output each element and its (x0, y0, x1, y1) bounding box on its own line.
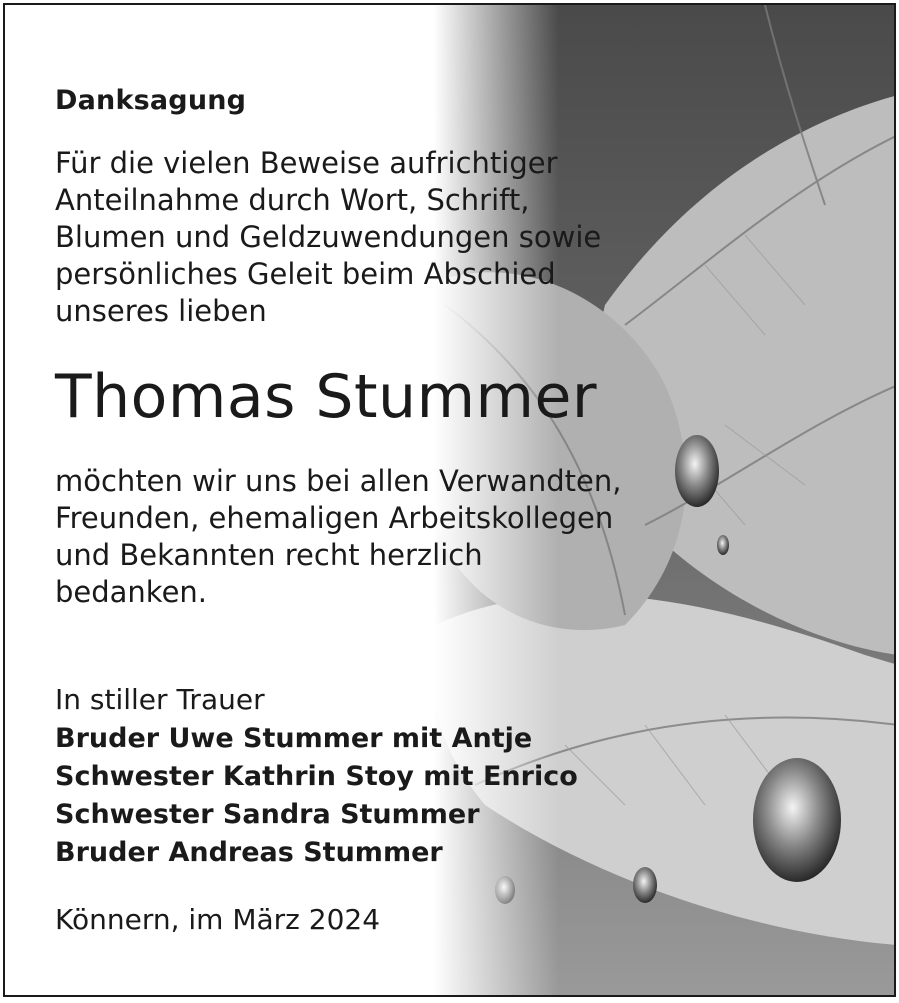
intro-line: Anteilnahme durch Wort, Schrift, (55, 183, 530, 217)
mourner-entry: Bruder Uwe Stummer mit Antje (55, 723, 533, 754)
mourning-label: In stiller Trauer (55, 683, 265, 716)
mourner-entry: Bruder Andreas Stummer (55, 837, 443, 868)
intro-line: Blumen und Geldzuwendungen sowie (55, 220, 602, 254)
intro-line: unseres lieben (55, 294, 267, 328)
notice-heading: Danksagung (55, 85, 247, 116)
thanks-line: und Bekannten recht herzlich (55, 538, 483, 572)
intro-line: persönliches Geleit beim Abschied (55, 257, 556, 291)
deceased-name: Thomas Stummer (55, 362, 598, 432)
thanks-line: möchten wir uns bei allen Verwandten, (55, 464, 622, 498)
thanks-line: bedanken. (55, 575, 208, 609)
obituary-card (3, 3, 896, 997)
mourners-list (55, 720, 578, 872)
intro-paragraph (55, 145, 601, 330)
place-date: Könnern, im März 2024 (55, 903, 381, 936)
mourner-entry: Schwester Sandra Stummer (55, 799, 480, 830)
mourner-entry: Schwester Kathrin Stoy mit Enrico (55, 761, 578, 792)
thanks-paragraph (55, 463, 621, 611)
intro-line: Für die vielen Beweise aufrichtiger (55, 146, 558, 180)
thanks-line: Freunden, ehemaligen Arbeitskollegen (55, 501, 614, 535)
